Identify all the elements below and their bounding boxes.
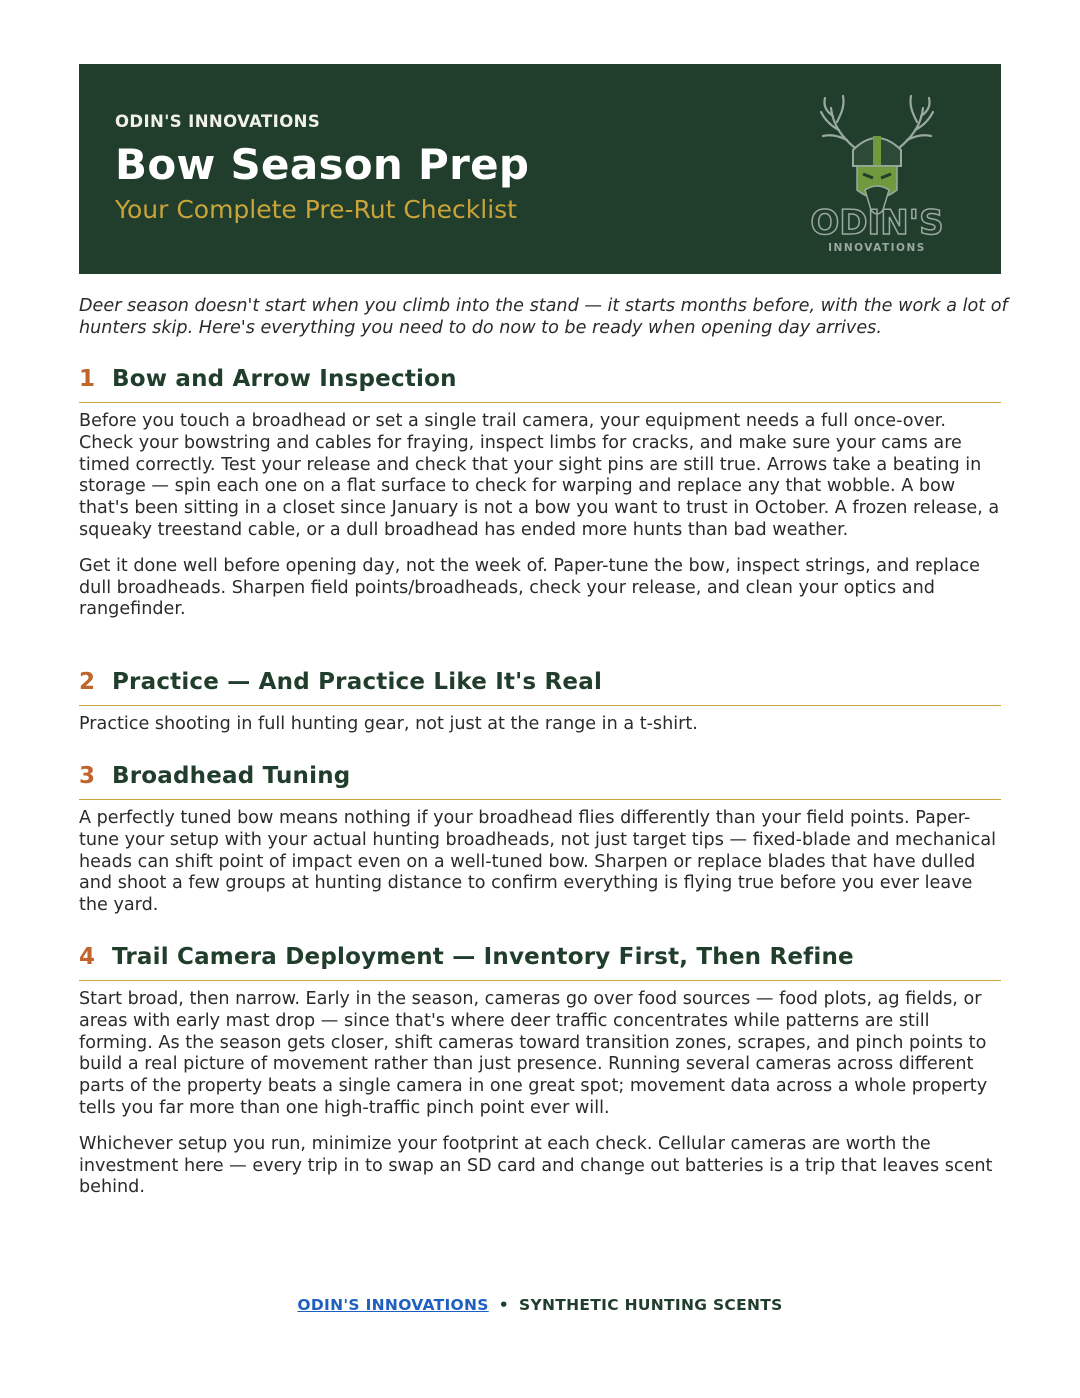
page-subtitle: Your Complete Pre-Rut Checklist xyxy=(115,195,517,224)
section-heading xyxy=(79,669,1001,706)
section-paragraph: Whichever setup you run, minimize your footprint at each check. Cellular cameras are worth the investment here — every trip in to swap an SD card and change out batteries is a trip that leaves scent behind. xyxy=(79,1133,993,1198)
section-number: 2 xyxy=(79,669,96,695)
footer-brand-link[interactable]: ODIN'S INNOVATIONS xyxy=(297,1296,489,1314)
logo-wordmark: ODIN'S xyxy=(810,203,944,243)
section-broadhead-tuning xyxy=(79,763,1001,917)
page-title: Bow Season Prep xyxy=(115,140,530,189)
section-paragraph: Get it done well before opening day, not the week of. Paper-tune the bow, inspect strings, and replace dull broadheads. Sharpen field points/broadheads, check your release, and clean your optics and rangefinder. xyxy=(79,555,980,620)
brand-name: ODIN'S INNOVATIONS xyxy=(115,112,321,131)
section-paragraph: Practice shooting in full hunting gear, not just at the range in a t-shirt. xyxy=(79,714,698,734)
section-title: Trail Camera Deployment — Inventory First, Then Refine xyxy=(112,944,854,970)
section-paragraph: Before you touch a broadhead or set a single trail camera, your equipment needs a full once-over. Check your bowstring and cables for fraying, inspect limbs for cracks, and make sure your cams are timed correctly. Test your release and check that your sight pins are still true. Arrows take a beating in storage — spin each one on a flat surface to check for warping and replace any that wobble. A bow that's been sitting in a closet since January is not a bow you want to trust in October. A frozen release, a squeaky treestand cable, or a dull broadhead has ended more hunts than bad weather. xyxy=(79,411,1000,540)
section-title: Bow and Arrow Inspection xyxy=(112,366,457,392)
section-title: Practice — And Practice Like It's Real xyxy=(112,669,603,695)
footer-tagline: SYNTHETIC HUNTING SCENTS xyxy=(518,1296,783,1314)
section-paragraph: Start broad, then narrow. Early in the season, cameras go over food sources — food plots, ag fields, or areas with early mast drop — since that's where deer traffic concentrates while patterns are still forming. As the season gets closer, shift cameras toward transition zones, scrapes, and pinch points to build a real picture of movement rather than just presence. Running several cameras across different parts of the property beats a single camera in one great spot; movement data across a whole property tells you far more than one high-traffic pinch point ever will. xyxy=(79,989,988,1118)
section-number: 4 xyxy=(79,944,96,970)
footer xyxy=(0,1296,1080,1314)
section-title: Broadhead Tuning xyxy=(112,763,351,789)
intro-text: Deer season doesn't start when you climb into the stand — it starts months before, with the work a lot of hunters skip. Here's everything you need to do now to be ready when opening day arrives. xyxy=(79,296,1008,338)
section-heading xyxy=(79,944,1001,981)
section-heading xyxy=(79,366,1001,403)
section-practice xyxy=(79,669,1001,736)
section-number: 1 xyxy=(79,366,96,392)
section-bow-inspection xyxy=(79,366,1001,621)
section-paragraph: A perfectly tuned bow means nothing if your broadhead flies differently than your field points. Paper-tune your setup with your actual hunting broadheads, not just target tips — fixed-blade and mechanical heads can shift point of impact even on a well-tuned bow. Sharpen or replace blades that have dulled and shoot a few groups at hunting distance to confirm everything is flying true before you ever leave the yard. xyxy=(79,808,997,916)
section-number: 3 xyxy=(79,763,96,789)
logo-subtext: INNOVATIONS xyxy=(828,242,926,254)
section-heading xyxy=(79,763,1001,800)
odins-logo xyxy=(803,86,951,258)
header-banner xyxy=(79,64,1001,274)
footer-separator: • xyxy=(498,1296,509,1314)
section-trail-camera xyxy=(79,944,1001,1199)
